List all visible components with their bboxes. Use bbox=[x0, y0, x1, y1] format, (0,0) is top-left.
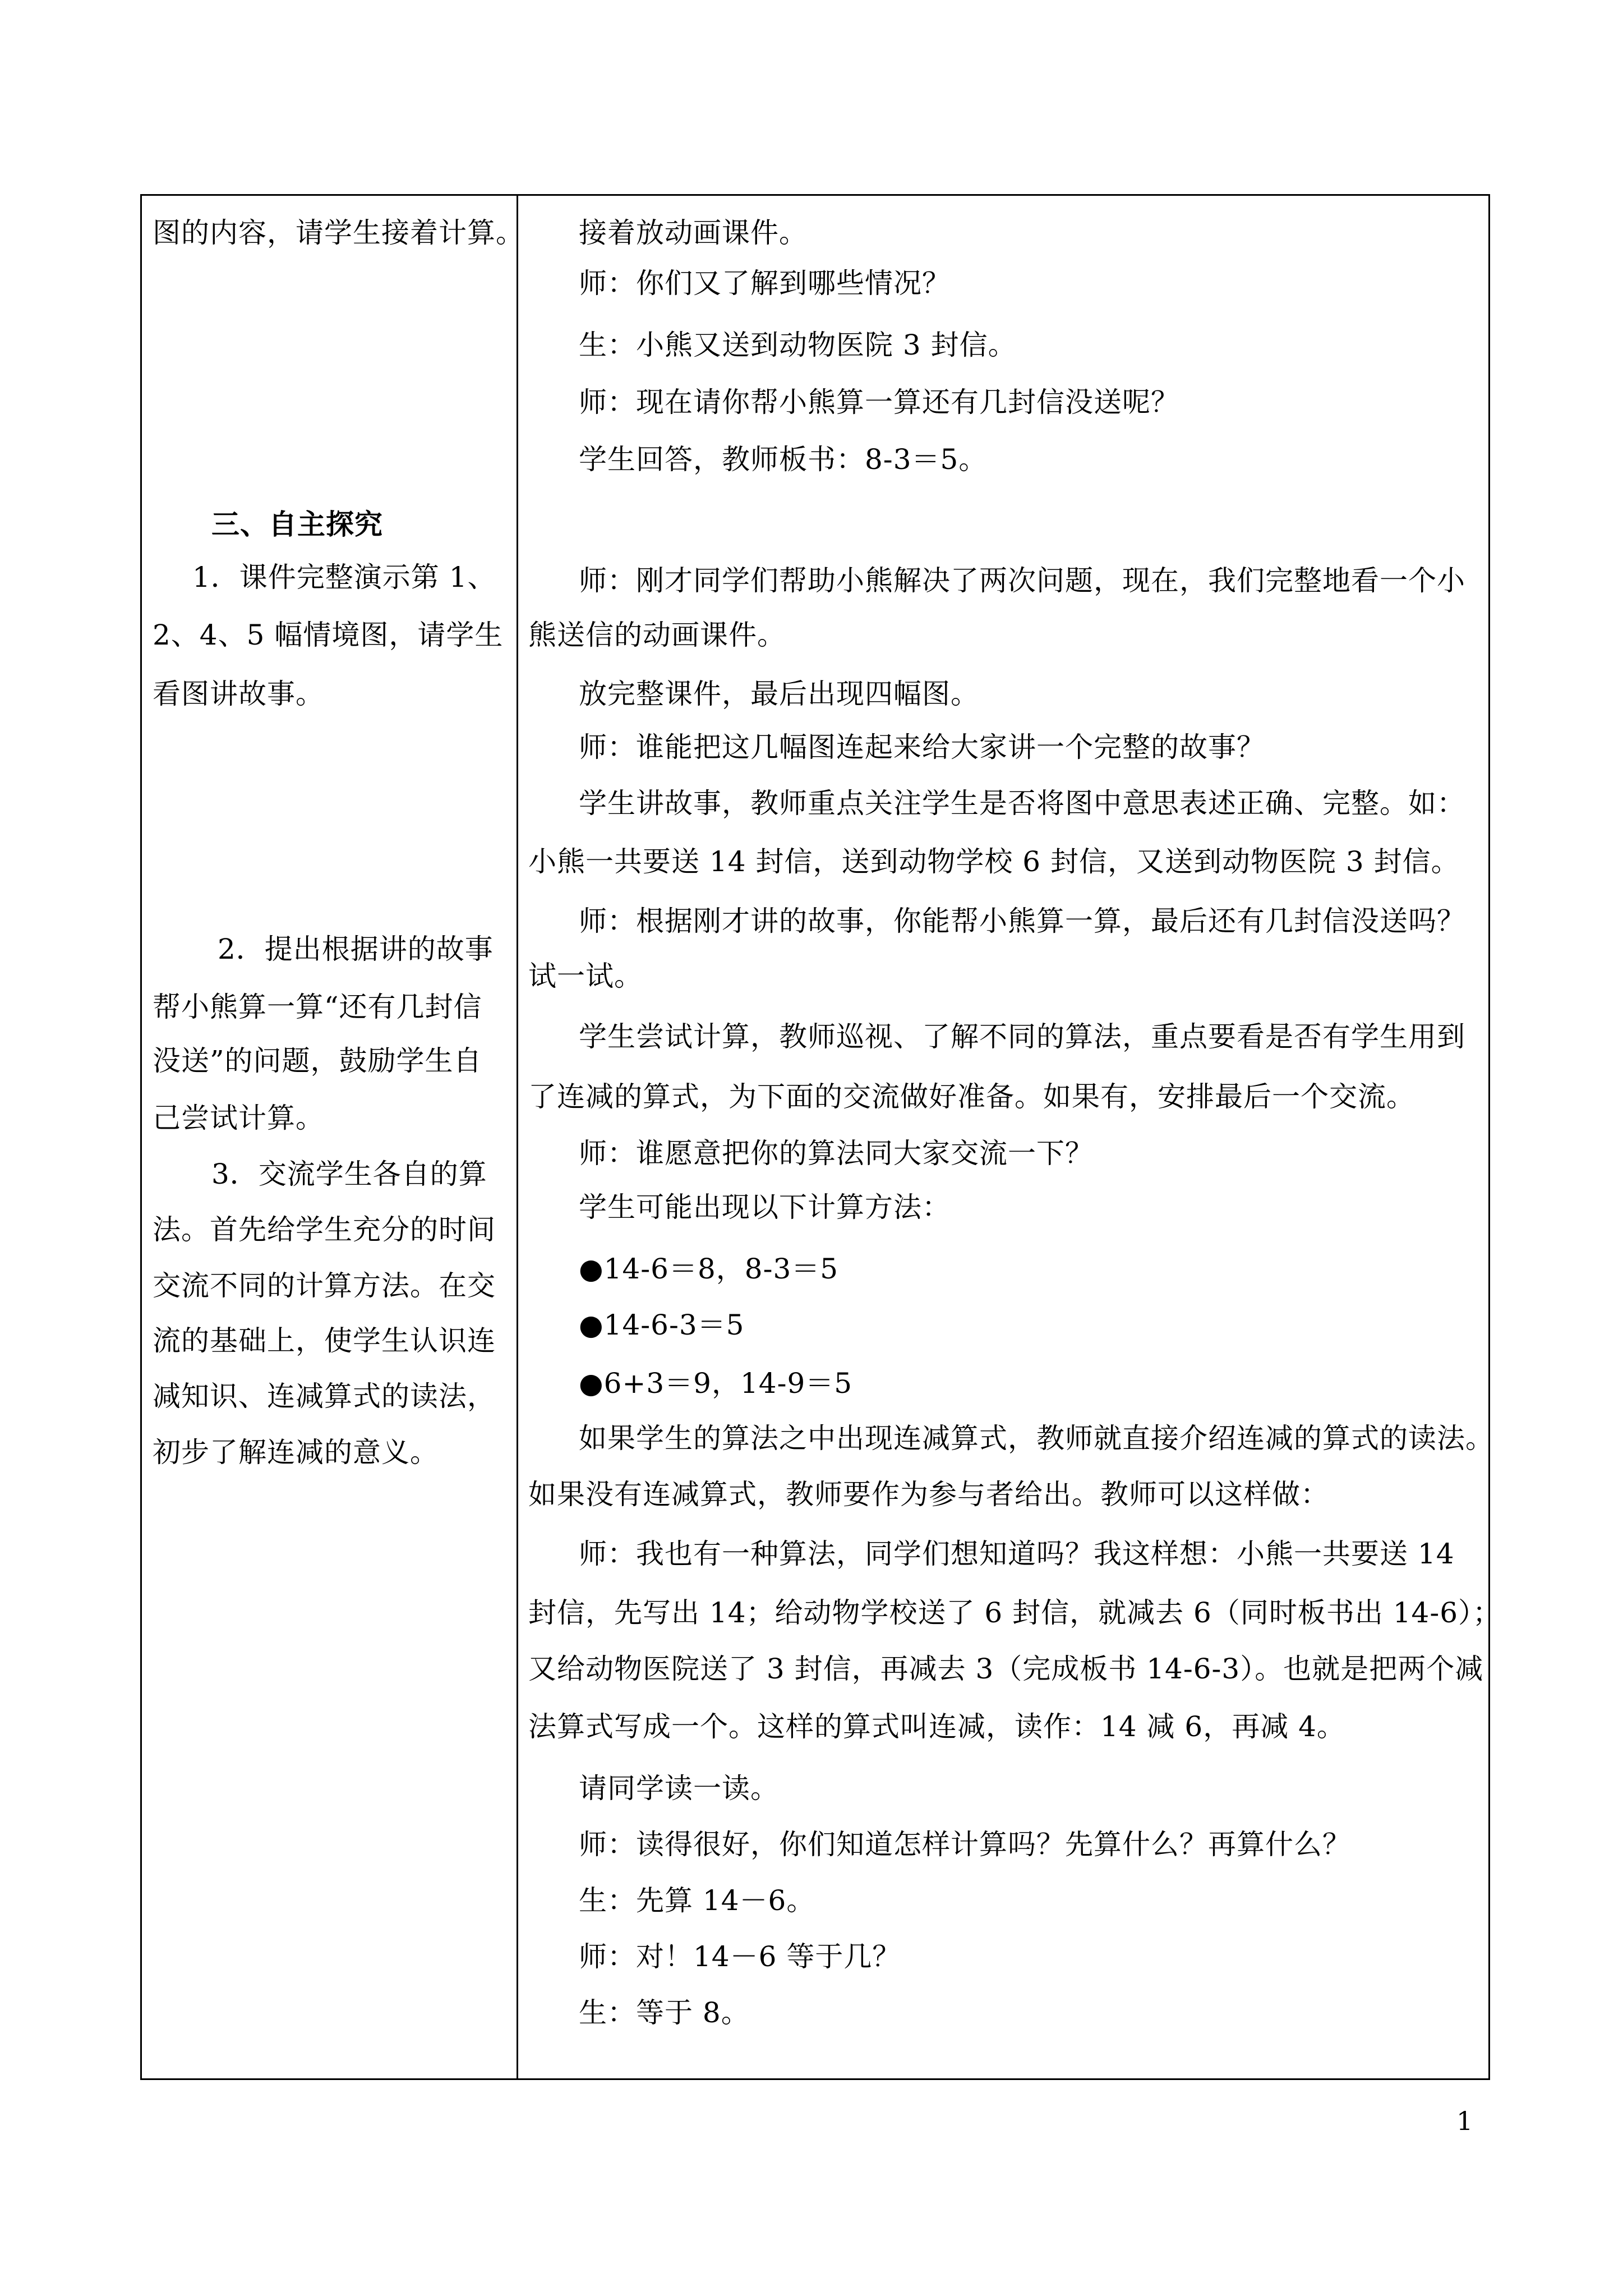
right-text-line: 师：读得很好，你们知道怎样计算吗？先算什么？再算什么？ bbox=[579, 1828, 1351, 1861]
right-text-line: 试一试。 bbox=[528, 960, 643, 992]
left-text-line: 1．课件完整演示第 1、 bbox=[192, 561, 496, 593]
left-text-line: 减知识、连减算式的读法， bbox=[153, 1380, 496, 1412]
right-text-line: 生：等于 8。 bbox=[579, 1996, 750, 2029]
right-text-line: ●6+3＝9，14-9＝5 bbox=[579, 1367, 853, 1400]
right-text-line: 学生讲故事，教师重点关注学生是否将图中意思表述正确、完整。如： bbox=[579, 787, 1465, 820]
right-text-line: 接着放动画课件。 bbox=[579, 217, 808, 249]
right-text-line: 师：你们又了解到哪些情况？ bbox=[579, 267, 951, 300]
right-text-line: 放完整课件，最后出现四幅图。 bbox=[579, 678, 979, 710]
right-text-line: 小熊一共要送 14 封信，送到动物学校 6 封信，又送到动物医院 3 封信。 bbox=[528, 845, 1460, 878]
left-text-line: 2、4、5 幅情境图，请学生 bbox=[153, 619, 504, 651]
left-text-line: 3．交流学生各自的算 bbox=[211, 1158, 487, 1190]
page-number: 1 bbox=[1456, 2106, 1473, 2136]
left-text-line: 初步了解连减的意义。 bbox=[153, 1436, 439, 1469]
right-text-line: 师：谁能把这几幅图连起来给大家讲一个完整的故事？ bbox=[579, 731, 1265, 763]
right-text-line: 生：先算 14－6。 bbox=[579, 1884, 815, 1917]
right-text-line: 了连减的算式，为下面的交流做好准备。如果有，安排最后一个交流。 bbox=[528, 1080, 1415, 1113]
left-text-line: 图的内容，请学生接着计算。 bbox=[153, 217, 524, 249]
right-text-line: 熊送信的动画课件。 bbox=[528, 619, 786, 651]
left-text-line: 没送”的问题，鼓励学生自 bbox=[153, 1045, 482, 1077]
right-text-line: 法算式写成一个。这样的算式叫连减，读作：14 减 6，再减 4。 bbox=[528, 1710, 1345, 1743]
right-text-line: 师：现在请你帮小熊算一算还有几封信没送呢？ bbox=[579, 386, 1179, 418]
right-text-line: 如果没有连减算式，教师要作为参与者给出。教师可以这样做： bbox=[528, 1478, 1329, 1511]
left-text-line: 三、自主探究 bbox=[211, 508, 383, 541]
left-text-line: 看图讲故事。 bbox=[153, 678, 324, 710]
right-text-line: 师：根据刚才讲的故事，你能帮小熊算一算，最后还有几封信没送吗？ bbox=[579, 905, 1465, 937]
right-text-line: ●14-6＝8，8-3＝5 bbox=[579, 1253, 839, 1285]
left-text-line: 流的基础上，使学生认识连 bbox=[153, 1324, 496, 1357]
left-text-line: 法。首先给学生充分的时间 bbox=[153, 1213, 496, 1246]
left-text-line: 交流不同的计算方法。在交 bbox=[153, 1269, 496, 1302]
left-text-line: 己尝试计算。 bbox=[153, 1102, 324, 1134]
right-text-line: 生：小熊又送到动物医院 3 封信。 bbox=[579, 329, 1017, 361]
right-text-line: 师：刚才同学们帮助小熊解决了两次问题，现在，我们完整地看一个小 bbox=[579, 564, 1465, 597]
left-text-line: 帮小熊算一算“还有几封信 bbox=[153, 991, 482, 1023]
right-text-line: 学生尝试计算，教师巡视、了解不同的算法，重点要看是否有学生用到 bbox=[579, 1020, 1465, 1053]
right-text-line: 封信，先写出 14；给动物学校送了 6 封信，就减去 6（同时板书出 14-6）； bbox=[528, 1596, 1502, 1629]
right-text-line: 师：我也有一种算法，同学们想知道吗？我这样想：小熊一共要送 14 bbox=[579, 1538, 1455, 1570]
right-text-line: 又给动物医院送了 3 封信，再减去 3（完成板书 14-6-3）。也就是把两个减 bbox=[528, 1653, 1484, 1685]
right-text-line: 学生可能出现以下计算方法： bbox=[579, 1191, 951, 1223]
right-text-line: 请同学读一读。 bbox=[579, 1772, 779, 1805]
column-divider bbox=[517, 194, 518, 2080]
right-text-line: ●14-6-3＝5 bbox=[579, 1309, 745, 1341]
right-text-line: 师：对！14－6 等于几？ bbox=[579, 1940, 901, 1973]
left-text-line: 2．提出根据讲的故事 bbox=[218, 933, 494, 965]
right-text-line: 如果学生的算法之中出现连减算式，教师就直接介绍连减的算式的读法。 bbox=[579, 1422, 1494, 1455]
right-text-line: 学生回答，教师板书：8-3＝5。 bbox=[579, 443, 988, 476]
right-text-line: 师：谁愿意把你的算法同大家交流一下？ bbox=[579, 1137, 1094, 1170]
